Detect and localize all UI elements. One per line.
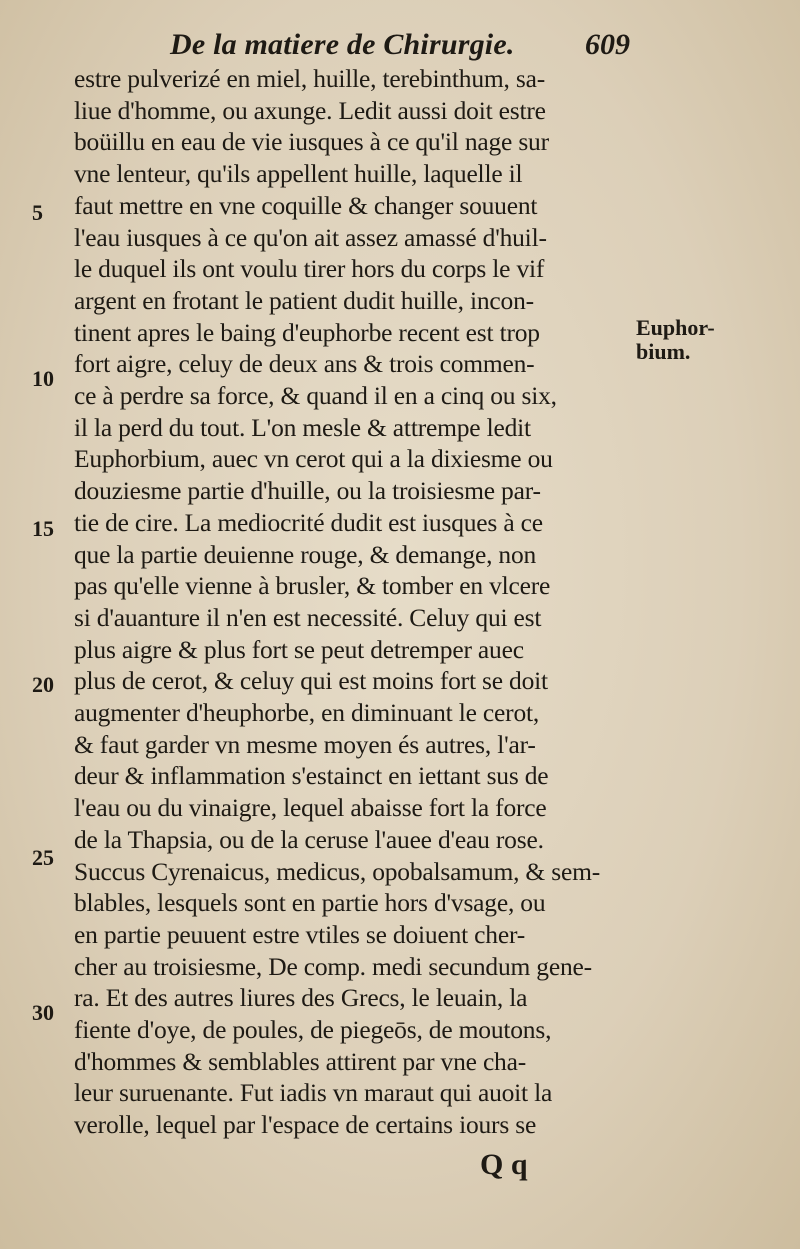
text-line: fort aigre, celuy de deux ans & trois commen-	[74, 349, 535, 379]
text-line: l'eau ou du vinaigre, lequel abaisse fort la force	[74, 793, 547, 823]
text-line: l'eau iusques à ce qu'on ait assez amassé d'huil-	[74, 222, 547, 252]
text-line: boüillu en eau de vie iusques à ce qu'il nage sur	[74, 127, 549, 157]
text-line: pas qu'elle vienne à brusler, & tomber en vlcere	[74, 571, 551, 601]
text-line: faut mettre en vne coquille & changer souuent	[74, 190, 538, 220]
text-line: que la partie deuienne rouge, & demange, non	[74, 539, 537, 569]
margin-note-line: bium.	[636, 339, 691, 364]
text-line: & faut garder vn mesme moyen és autres, l'ar-	[74, 729, 536, 759]
text-line: cher au troisiesme, De comp. medi secundum gene-	[74, 951, 592, 981]
page-number: 609	[585, 28, 630, 61]
text-line: de la Thapsia, ou de la ceruse l'auee d'eau rose.	[74, 824, 544, 854]
text-line: fiente d'oye, de poules, de piegeōs, de moutons,	[74, 1015, 552, 1044]
text-line: ra. Et des autres liures des Grecs, le leuain, la	[74, 983, 528, 1013]
line-number-15: 15	[32, 516, 54, 541]
text-line: douziesme partie d'huille, ou la troisiesme par-	[74, 476, 541, 506]
text-line: liue d'homme, ou axunge. Ledit aussi doit estre	[74, 95, 546, 125]
text-line: en partie peuuent estre vtiles se doiuent cher-	[74, 919, 526, 949]
text-line: argent en frotant le patient dudit huille, incon-	[74, 285, 534, 315]
signature-mark: Q q	[480, 1148, 528, 1181]
text-line: ce à perdre sa force, & quand il en a cinq ou six,	[74, 381, 557, 410]
text-line: Succus Cyrenaicus, medicus, opobalsamum, & sem-	[74, 856, 601, 886]
text-line: Euphorbium, auec vn cerot qui a la dixiesme ou	[74, 444, 553, 474]
text-line: leur suruenante. Fut iadis vn maraut qui auoit la	[74, 1078, 553, 1108]
running-title: De la matiere de Chirurgie.	[170, 28, 515, 61]
text-line: tinent apres le baing d'euphorbe recent est trop	[74, 317, 540, 347]
text-line: plus de cerot, & celuy qui est moins fort se doit	[74, 666, 548, 696]
margin-note-line: Euphor-	[636, 315, 715, 340]
line-number-25: 25	[32, 845, 54, 870]
text-line: le duquel ils ont voulu tirer hors du corps le vif	[74, 254, 545, 284]
text-line: si d'auanture il n'en est necessité. Celuy qui est	[74, 602, 542, 632]
text-line: il la perd du tout. L'on mesle & attrempe ledit	[74, 412, 531, 442]
text-line: estre pulverizé en miel, huille, terebinthum, sa-	[74, 64, 545, 93]
text-line: verolle, lequel par l'espace de certains iours se	[74, 1110, 537, 1140]
text-line: augmenter d'heuphorbe, en diminuant le cerot,	[74, 698, 540, 727]
text-line: plus aigre & plus fort se peut detremper auec	[74, 634, 524, 664]
text-line: blables, lesquels sont en partie hors d'vsage, ou	[74, 888, 546, 918]
text-line: vne lenteur, qu'ils appellent huille, laquelle il	[74, 159, 523, 189]
line-number-30: 30	[32, 1000, 54, 1025]
line-number-5: 5	[32, 200, 43, 225]
text-line: d'hommes & semblables attirent par vne cha-	[74, 1046, 527, 1076]
margin-note	[636, 316, 736, 364]
text-line: tie de cire. La mediocrité dudit est iusques à ce	[74, 507, 543, 537]
text-line: deur & inflammation s'estainct en iettant sus de	[74, 761, 549, 791]
line-number-10: 10	[32, 366, 54, 391]
line-number-20: 20	[32, 672, 54, 697]
